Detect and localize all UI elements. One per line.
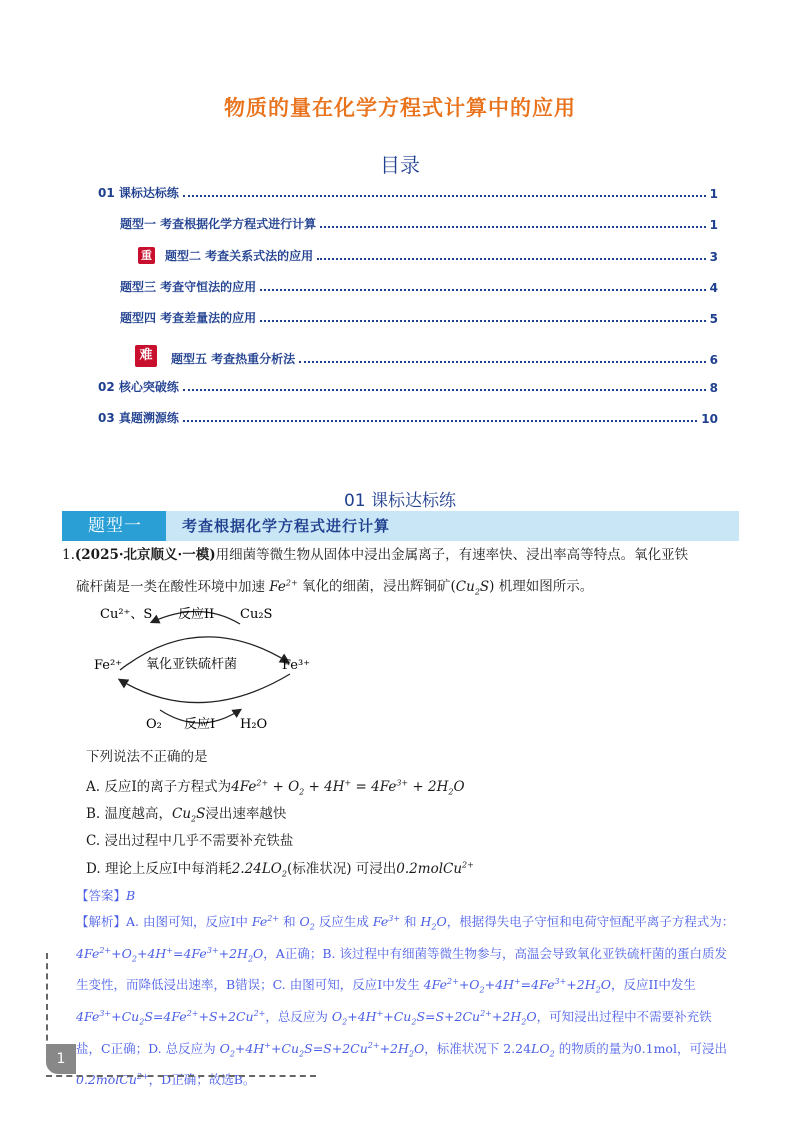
toc-item-label: 02 核心突破练 — [98, 380, 179, 394]
toc-leader — [320, 226, 705, 228]
toc-item-label: 题型五 考查热重分析法 — [171, 352, 296, 366]
question-prompt: 下列说法不正确的是 — [86, 749, 208, 765]
toc-item-label: 03 真题溯源练 — [98, 411, 179, 425]
question-source: (2025·北京顺义·一模) — [74, 547, 216, 563]
option-text: 理论上反应Ⅰ中每消耗 — [104, 861, 232, 877]
toc-item-label: 题型三 考查守恒法的应用 — [120, 280, 257, 294]
toc-page: 3 — [709, 250, 718, 264]
question-type-title: 考查根据化学方程式进行计算 — [182, 517, 391, 535]
label-reaction1: 反应I — [184, 717, 216, 732]
option-b[interactable]: B. 温度越高，$Cu_2S$浸出速率越快 — [86, 806, 287, 824]
question-type-tag: 题型一 — [62, 511, 166, 541]
label-reaction2: 反应II — [178, 607, 215, 622]
hard-badge: 难 — [135, 345, 157, 367]
label-o2: O₂ — [146, 717, 162, 732]
toc-item-type1[interactable] — [120, 214, 718, 232]
toc-item-type5[interactable] — [135, 343, 718, 367]
label-fe2: Fe²⁺ — [94, 658, 123, 673]
option-text: 浸出过程中几乎不需要补充铁盐 — [104, 833, 294, 849]
toc-item-01[interactable] — [98, 183, 718, 201]
formula-fe2: $Fe^{2+}$ — [265, 578, 298, 595]
option-formula: $Cu_2S$ — [172, 806, 206, 824]
question-type-band — [62, 511, 739, 541]
toc-page: 5 — [709, 312, 718, 326]
option-d[interactable]: D. 理论上反应Ⅰ中每消耗$2.24LO_2$(标准状况) 可浸出0.2molCu$^{2+}$ — [86, 860, 474, 879]
question-number: 1. — [62, 547, 75, 563]
key-badge: 重 — [138, 247, 155, 264]
toc-item-03[interactable] — [98, 408, 718, 426]
option-letter: C. — [86, 833, 101, 849]
section-heading: 01 课标达标练 — [343, 491, 457, 511]
question-text-line2a: 硫杆菌是一类在酸性环境中加速 — [76, 578, 265, 595]
toc-heading: 目录 — [380, 153, 420, 177]
toc-item-02[interactable] — [98, 377, 718, 395]
toc-leader — [183, 420, 697, 422]
reaction-mechanism-diagram — [90, 598, 320, 744]
footer-dashed-line — [46, 1075, 316, 1077]
question-stem — [62, 542, 742, 605]
option-formula: $4Fe^{2+} + O_2 + 4H^+ = 4Fe^{3+} + 2H_2O$ — [231, 778, 465, 797]
option-letter: B. — [86, 806, 101, 822]
label-fe3: Fe³⁺ — [282, 658, 311, 673]
option-letter: A. — [86, 779, 101, 795]
analysis-text: 【解析】A. 由图可知，反应Ⅰ中 $Fe^{2+}$ 和 $O_2$ 反应生成 $Fe^{3+}$ 和 $H_2O$，根据得失电子守恒和电荷守恒配平离子方程式为：$4Fe^{2+}+O_2+4H^+=4Fe^{3+}+2H_2O$，A正确；B. 该过程中有细菌等微生物参与，高温会导致氧化亚铁硫杆菌的蛋白质发生变性，而降低浸出速率，B错误；C. 由图可知，反应I中发生 $4Fe^{2+}+O_2+4H^+=4Fe^{3+}+2H_2O$，反应II中发生 $4Fe^{3+}+Cu_2S=4Fe^{2+}+S+2Cu^{2+}$，总反应为 $O_2+4H^++Cu_2S=S+2Cu^{2+}+2H_2O$，可知浸出过程中不需要补充铁盐，C正确；D. 总反应为 $O_2+4H^++Cu_2S=S+2Cu^{2+}+2H_2O$，标准状况下 $2.24LO_2$ 的物质的量为0.1mol，可浸出 0.2molCu$^{2+}$，D正确；故选B。 — [76, 914, 735, 1088]
question-text-line1: 用细菌等微生物从固体中浸出金属离子，有速率快、浸出率高等特点。氧化亚铁 — [215, 547, 689, 563]
answer-label: 【答案】 — [76, 888, 127, 903]
formula-cu2s: $(Cu_2S)$ — [450, 578, 495, 597]
option-text: 反应Ⅰ的离子方程式为 — [104, 779, 232, 795]
toc-leader — [183, 389, 706, 391]
toc-page: 1 — [709, 218, 718, 232]
page-title: 物质的量在化学方程式计算中的应用 — [224, 96, 576, 120]
label-cu2s: Cu₂S — [240, 607, 273, 622]
toc-item-label: 题型二 考查关系式法的应用 — [165, 249, 314, 263]
option-c[interactable] — [86, 829, 293, 849]
toc-leader — [183, 195, 706, 197]
toc-item-label: 01 课标达标练 — [98, 186, 179, 200]
question-text-line2b: 氧化的细菌，浸出辉铜矿 — [302, 578, 451, 595]
toc-item-label: 题型一 考查根据化学方程式进行计算 — [120, 217, 317, 231]
option-formula: $2.24LO_2$ — [231, 861, 287, 879]
answer-line — [76, 884, 736, 907]
toc-page: 1 — [709, 187, 718, 201]
option-text: 温度越高， — [104, 806, 173, 822]
label-cu2-s: Cu²⁺、S — [100, 607, 153, 622]
toc-item-label: 题型四 考查差量法的应用 — [120, 311, 257, 325]
toc-item-type2[interactable] — [138, 246, 718, 264]
label-bacteria: 氧化亚铁硫杆菌 — [146, 657, 238, 672]
toc-leader — [299, 361, 705, 363]
label-h2o: H₂O — [240, 717, 268, 732]
toc-leader — [317, 258, 705, 260]
analysis-label: 【解析】 — [76, 914, 127, 930]
option-letter: D. — [86, 861, 101, 877]
toc-item-type3[interactable] — [120, 277, 718, 295]
option-a[interactable] — [86, 775, 465, 797]
toc-item-type4[interactable] — [120, 308, 718, 326]
answer-value: B — [126, 888, 136, 903]
toc-page: 10 — [701, 412, 718, 426]
page-number: 1 — [46, 1044, 76, 1074]
toc-page: 4 — [709, 281, 718, 295]
lower-arc-arrow — [120, 674, 290, 703]
toc-leader — [260, 289, 705, 291]
toc-page: 8 — [709, 381, 718, 395]
question-text-line2c: 机理如图所示。 — [498, 578, 594, 595]
toc-leader — [260, 320, 705, 322]
toc-page: 6 — [709, 353, 718, 367]
